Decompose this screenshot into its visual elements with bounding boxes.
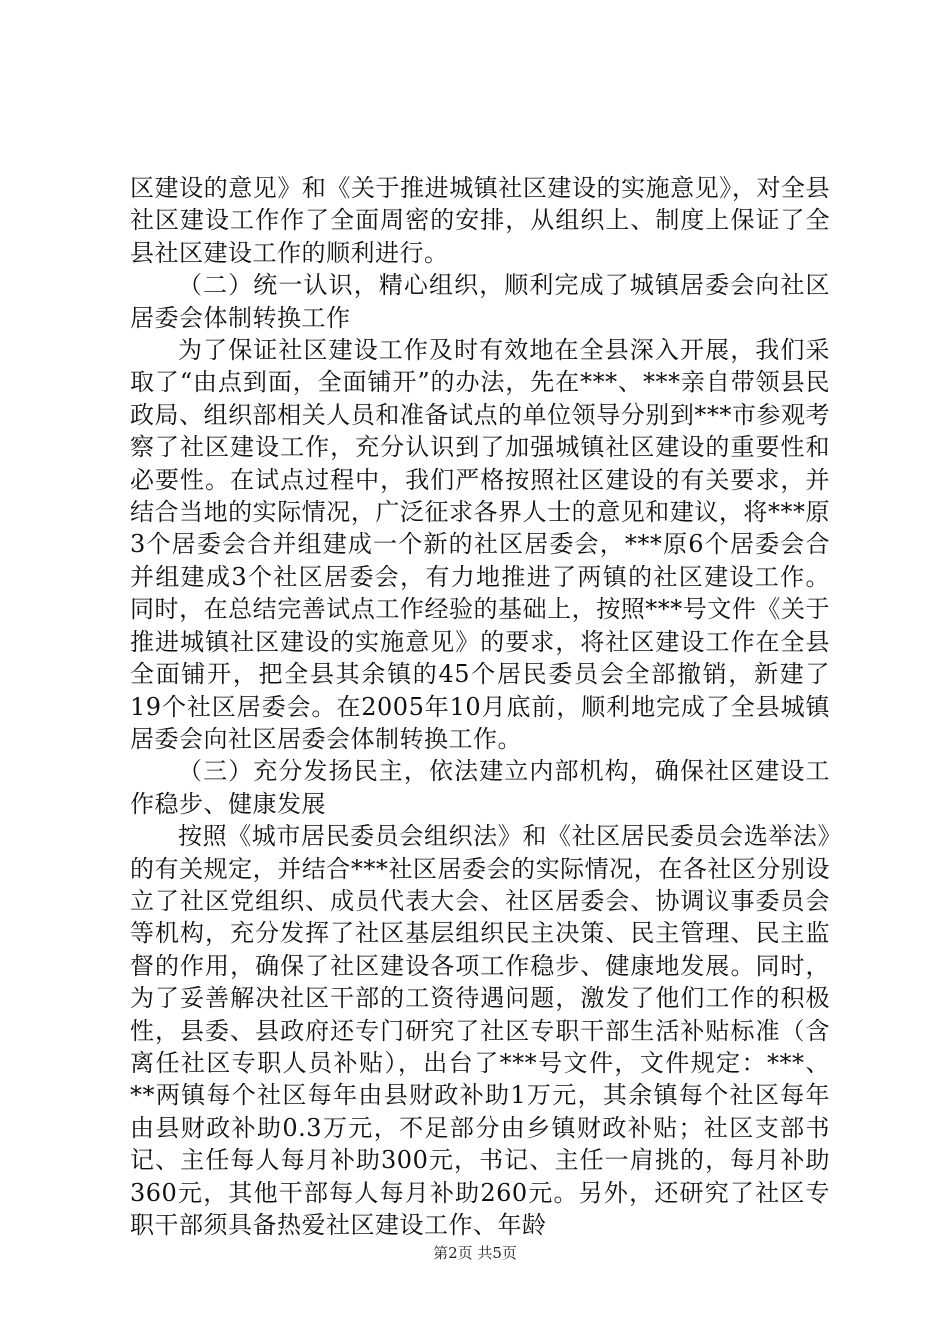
paragraph-3: 为了保证社区建设工作及时有效地在全县深入开展，我们采取了“由点到面，全面铺开”的办法，先在***、***亲自带领县民政局、组织部相关人员和准备试点的单位领导分别到***市参观考察了社区建设工作，充分认识到了加强城镇社区建设的重要性和必要性。在试点过程中，我们严格按照社区建设的有关要求，并结合当地的实际情况，广泛征求各界人士的意见和建议，将***原3个居委会合并组建成一个新的社区居委会，***原6个居委会合并组建成3个社区居委会，有力地推进了两镇的社区建设工作。同时，在总结完善试点工作经验的基础上，按照***号文件《关于推进城镇社区建设的实施意见》的要求，将社区建设工作在全县全面铺开，把全县其余镇的45个居民委员会全部撤销，新建了19个社区居委会。在2005年10月底前，顺利地完成了全县城镇居委会向社区居委会体制转换工作。 bbox=[130, 336, 830, 753]
document-body bbox=[130, 172, 830, 1241]
paragraph-1: 区建设的意见》和《关于推进城镇社区建设的实施意见》，对全县社区建设工作作了全面周密的安排，从组织上、制度上保证了全县社区建设工作的顺利进行。 bbox=[130, 174, 830, 267]
section-heading-3: （三）充分发扬民主，依法建立内部机构，确保社区建设工作稳步、健康发展 bbox=[130, 757, 830, 818]
section-heading-2: （二）统一认识，精心组织，顺利完成了城镇居委会向社区居委会体制转换工作 bbox=[130, 271, 830, 332]
paragraph-5: 按照《城市居民委员会组织法》和《社区居民委员会选举法》的有关规定，并结合***社区居委会的实际情况，在各社区分别设立了社区党组织、成员代表大会、社区居委会、协调议事委员会等机构，充分发挥了社区基层组织民主决策、民主管理、民主监督的作用，确保了社区建设各项工作稳步、健康地发展。同时，为了妥善解决社区干部的工资待遇问题，激发了他们工作的积极性，县委、县政府还专门研究了社区专职干部生活补贴标准（含离任社区专职人员补贴），出台了***号文件，文件规定：***、**两镇每个社区每年由县财政补助1万元，其余镇每个社区每年由县财政补助0.3万元，不足部分由乡镇财政补贴；社区支部书记、主任每人每月补助300元，书记、主任一肩挑的，每月补助360元，其他干部每人每月补助260元。另外，还研究了社区专职干部须具备热爱社区建设工作、年龄 bbox=[130, 822, 830, 1239]
page-footer: 第2页 共5页 bbox=[433, 1244, 517, 1262]
